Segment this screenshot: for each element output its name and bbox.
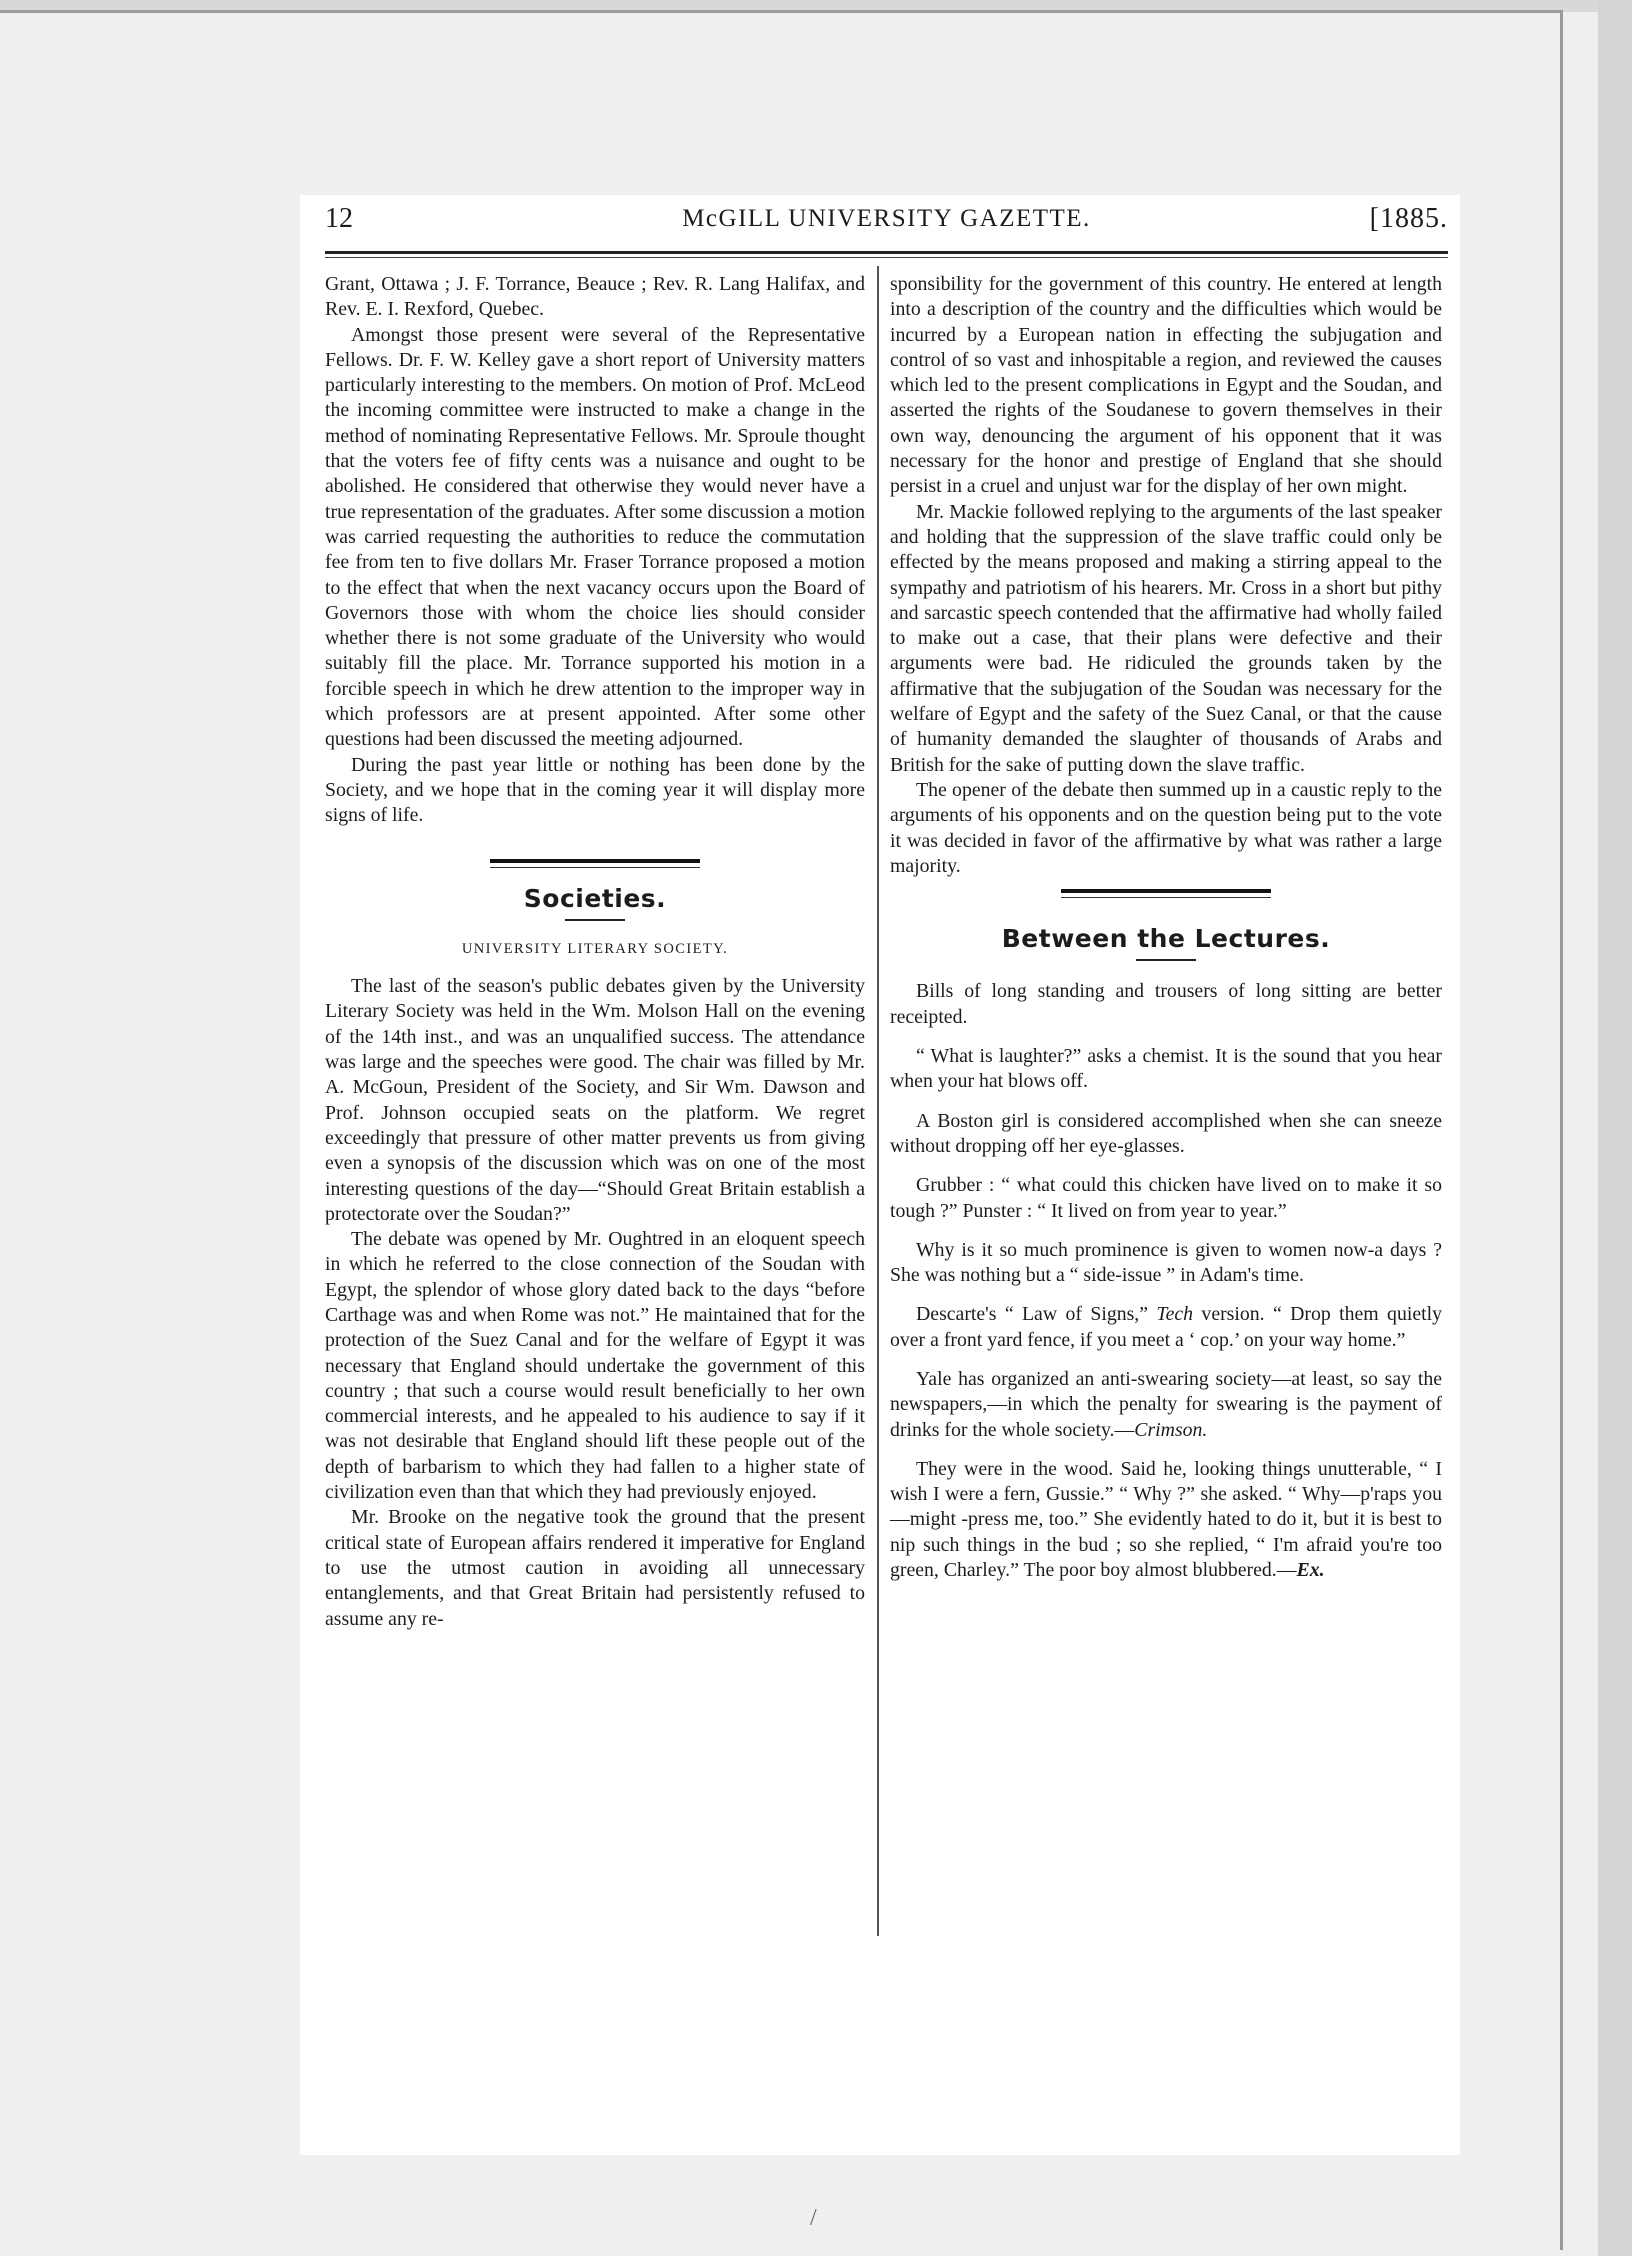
paragraph: Mr. Brooke on the negative took the ground that the present critical state of European affairs rendered it imperative for England to use the utmost caution in avoiding all unnecessary entanglements, and that Great Britain had persistently refused to assume any re-: [325, 1506, 865, 1630]
source-citation: Crimson.: [1134, 1418, 1208, 1441]
ornament-rule-thick: [1061, 889, 1271, 893]
lectures-heading: Between the Lectures.: [1001, 924, 1331, 954]
source-citation: Tech: [1156, 1303, 1194, 1326]
section-ornament: [890, 889, 1442, 898]
paragraph: During the past year little or nothing has been done by the Society, and we hope that in the coming year it will display more signs of life.: [325, 753, 865, 827]
ornament-rule-thick: [490, 859, 700, 863]
heading-underline: [1136, 959, 1196, 961]
paragraph: Mr. Mackie followed replying to the arguments of the last speaker and holding that the suppression of the slave traffic could only be effected by the means proposed and making a stirring appeal to the sympathy and patriotism of his hearers. Mr. Cross in a short but pithy and sarcastic speech contended that the affirmative had wholly failed to make out a case, that their plans were defective and their arguments were bad. He ridiculed the grounds taken by the affirmative that the subjugation of the Soudan was necessary for the welfare of Egypt and the safety of the Suez Canal, or that the cause of humanity demanded the slaughter of thousands of Arabs and British for the sake of putting down the slave traffic.: [890, 500, 1442, 776]
source-citation: Ex.: [1296, 1559, 1325, 1582]
ornament-rule-thin: [490, 867, 700, 868]
scan-rule-top: [0, 10, 1562, 13]
section-ornament: [325, 859, 865, 868]
paragraph: The debate was opened by Mr. Oughtred in an eloquent speech in which he referred to the close connection of the Soudan with Egypt, the splendor of whose glory dated back to the days “before Carthage was and when Rome was not.” He maintained that for the protection of the Suez Canal and for the welfare of Egypt it was necessary that England should undertake the government of this country ; that such a course would result beneficially to her own commercial interests, and he appealed to his audience to say if it was not desirable that England should lift these people out of the depth of barbarism to which they had fallen to a higher state of civilization even than that which they had previously enjoyed.: [325, 1228, 865, 1504]
joke-text: Yale has organized an anti-swearing society—at least, so say the newspapers,—in which the penalty for swearing is the payment of drinks for the whole society.—: [890, 1367, 1442, 1441]
joke-text: Descarte's “ Law of Signs,”: [916, 1303, 1149, 1326]
societies-subheading: UNIVERSITY LITERARY SOCIETY.: [461, 940, 729, 957]
column-divider: [877, 266, 879, 1936]
scan-border-right: [1598, 0, 1632, 2256]
running-title: McGILL UNIVERSITY GAZETTE.: [682, 205, 1091, 232]
left-column: [325, 272, 865, 1632]
joke-item: Grubber : “ what could this chicken have lived on to make it so tough ?” Punster : “ It lived on from year to year.”: [890, 1174, 1442, 1222]
joke-text: They were in the wood. Said he, looking things unutterable, “ I wish I were a fern, Gussie.” “ Why ?” she asked. “ Why—p'raps you—might -press me, too.” She evidently hated to do it, but it is best to nip such things in the bud ; so she replied, “ I'm afraid you're too green, Charley.” The poor boy almost blubbered.—: [890, 1457, 1442, 1582]
paragraph: The last of the season's public debates given by the University Literary Society was held in the Wm. Molson Hall on the evening of the 14th inst., and was an unqualified success. The attendance was large and the speeches were good. The chair was filled by Mr. A. McGoun, President of the Society, and Sir Wm. Dawson and Prof. Johnson occupied seats on the platform. We regret exceedingly that pressure of other matter prevents us from giving even a synopsis of the discussion which was on one of the most interesting questions of the day—“Should Great Britain establish a protectorate over the Soudan?”: [325, 975, 865, 1225]
header-rule-thin: [325, 257, 1448, 258]
paragraph: Amongst those present were several of the Representative Fellows. Dr. F. W. Kelley gave a short report of University matters particularly interesting to the members. On motion of Prof. McLeod the incoming committee were instructed to make a change in the method of nominating Representative Fellows. Mr. Sproule thought that the voters fee of fifty cents was a nuisance and ought to be abolished. He considered that otherwise they would never have a true representation of the graduates. After some discussion a motion was carried requesting the authorities to reduce the commutation fee from ten to five dollars Mr. Fraser Torrance proposed a motion to the effect that when the next vacancy occurs upon the Board of Governors those with whom the choice lies should consider whether there is not some graduate of the University who would suitably fill the place. Mr. Torrance supported his motion in a forcible speech in which he drew attention to the improper way in which professors are at present appointed. After some other questions had been discussed the meeting adjourned.: [325, 323, 865, 751]
joke-item: A Boston girl is considered accomplished when she can sneeze without dropping off her eye-glasses.: [890, 1109, 1442, 1157]
ornament-rule-thin: [1061, 897, 1271, 898]
page-header: [325, 203, 1448, 243]
joke-item: “ What is laughter?” asks a chemist. It is the sound that you hear when your hat blows off.: [890, 1045, 1442, 1093]
header-rule-thick: [325, 251, 1448, 254]
joke-item: [890, 1302, 1442, 1353]
joke-item: Bills of long standing and trousers of long sitting are better receipted.: [890, 980, 1442, 1028]
paragraph: sponsibility for the government of this country. He entered at length into a description of the country and the difficulties which would be incurred by a European nation in effecting the subjugation and control of so vast and inhospitable a region, and reviewed the causes which led to the present complications in Egypt and the Soudan, and asserted the rights of the Soudanese to govern themselves in their own way, denouncing the argument of his opponent that it was necessary for the honor and prestige of England that she should persist in a cruel and unjust war for the display of her own might.: [890, 273, 1442, 498]
right-column: [890, 272, 1442, 1583]
joke-item: Why is it so much prominence is given to women now-a days ? She was nothing but a “ side-issue ” in Adam's time.: [890, 1238, 1442, 1287]
paragraph: The opener of the debate then summed up in a caustic reply to the arguments of his opponents and on the question being put to the vote it was decided in favor of the affirmative by what was rather a large majority.: [890, 778, 1442, 877]
page-number: 12: [325, 203, 353, 234]
joke-item: [890, 1367, 1442, 1443]
issue-year: [1885.: [1369, 203, 1448, 234]
heading-underline: [565, 919, 625, 921]
joke-text: version. “ Drop them quietly over a front yard fence, if you meet a ‘ cop.’ on your way home.”: [890, 1303, 1442, 1351]
scan-rule-right: [1560, 10, 1563, 2250]
joke-item: [890, 1457, 1442, 1583]
margin-mark: /: [810, 2205, 817, 2231]
paragraph: Grant, Ottawa ; J. F. Torrance, Beauce ; Rev. R. Lang Halifax, and Rev. E. I. Rexford, Quebec.: [325, 273, 865, 321]
societies-heading: Societies.: [523, 883, 667, 913]
